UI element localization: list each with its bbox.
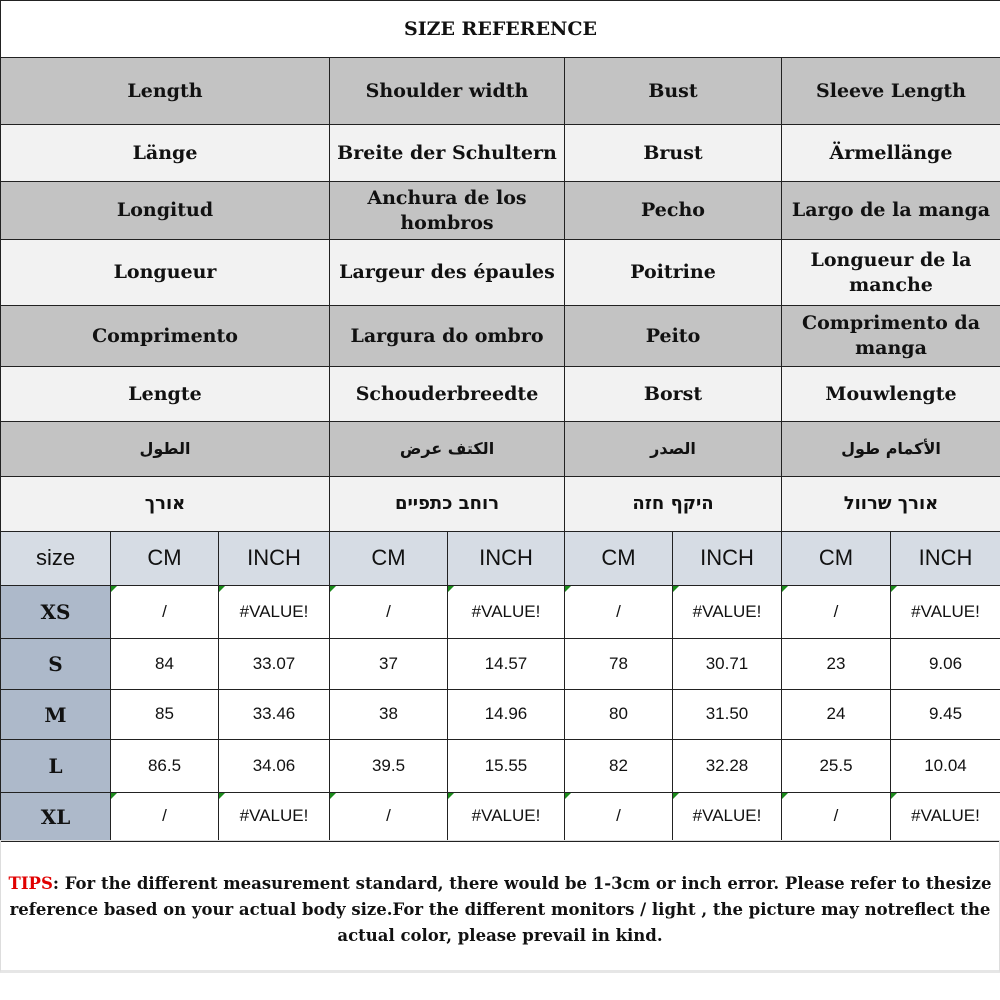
- table-cell: #VALUE!: [673, 793, 782, 841]
- table-cell: #VALUE!: [219, 586, 330, 639]
- size-label: M: [1, 690, 111, 740]
- label-shoulder-width-nl: Schouderbreedte: [330, 367, 565, 422]
- table-cell: #VALUE!: [219, 793, 330, 841]
- table-cell: /: [565, 793, 673, 841]
- size-label: XS: [1, 586, 111, 639]
- table-cell: /: [565, 586, 673, 639]
- label-bust-es: Pecho: [565, 182, 782, 240]
- table-cell: 15.55: [448, 740, 565, 793]
- label-sleeve-length-nl: Mouwlengte: [782, 367, 1000, 422]
- table-cell: /: [111, 586, 219, 639]
- table-cell: #VALUE!: [448, 586, 565, 639]
- table-cell: #VALUE!: [673, 586, 782, 639]
- table-cell: 39.5: [330, 740, 448, 793]
- header-inch: INCH: [219, 532, 330, 586]
- tips-label: TIPS: [8, 874, 53, 893]
- table-cell: 85: [111, 690, 219, 740]
- table-cell: 9.45: [891, 690, 1000, 740]
- label-bust-de: Brust: [565, 125, 782, 182]
- table-cell: 9.06: [891, 639, 1000, 690]
- header-cm: CM: [782, 532, 891, 586]
- label-length-nl: Lengte: [1, 367, 330, 422]
- table-cell: /: [782, 793, 891, 841]
- table-cell: 78: [565, 639, 673, 690]
- label-sleeve-length-en: Sleeve Length: [782, 58, 1000, 125]
- size-label: XL: [1, 793, 111, 841]
- tips-note: [0, 840, 1000, 973]
- label-bust-nl: Borst: [565, 367, 782, 422]
- table-cell: 34.06: [219, 740, 330, 793]
- table-cell: 10.04: [891, 740, 1000, 793]
- table-cell: 32.28: [673, 740, 782, 793]
- table-cell: 37: [330, 639, 448, 690]
- table-cell: 31.50: [673, 690, 782, 740]
- label-sleeve-length-ar: الأكمام طول: [782, 422, 1000, 477]
- header-inch: INCH: [673, 532, 782, 586]
- label-length-he: ךרוא: [1, 477, 330, 532]
- label-shoulder-width-de: Breite der Schultern: [330, 125, 565, 182]
- table-cell: 14.57: [448, 639, 565, 690]
- header-inch: INCH: [891, 532, 1000, 586]
- label-shoulder-width-pt: Largura do ombro: [330, 306, 565, 367]
- tips-text: : For the different measurement standard, there would be 1-3cm or inch error. Please refer to thesize reference based on your actual body size.For the different monitors / light , the picture may notreflect the actual color, please prevail in kind.: [9, 874, 992, 945]
- size-label: S: [1, 639, 111, 690]
- label-length-de: Länge: [1, 125, 330, 182]
- table-cell: 23: [782, 639, 891, 690]
- table-cell: 86.5: [111, 740, 219, 793]
- label-length-en: Length: [1, 58, 330, 125]
- header-size: size: [1, 532, 111, 586]
- table-title: SIZE REFERENCE: [1, 1, 1000, 58]
- header-cm: CM: [565, 532, 673, 586]
- table-cell: #VALUE!: [891, 793, 1000, 841]
- table-cell: /: [330, 793, 448, 841]
- label-shoulder-width-fr: Largeur des épaules: [330, 240, 565, 306]
- header-cm: CM: [111, 532, 219, 586]
- label-length-pt: Comprimento: [1, 306, 330, 367]
- table-cell: 84: [111, 639, 219, 690]
- label-bust-pt: Peito: [565, 306, 782, 367]
- table-cell: 33.07: [219, 639, 330, 690]
- table-cell: 30.71: [673, 639, 782, 690]
- table-cell: 80: [565, 690, 673, 740]
- label-bust-he: הזח ףקיה: [565, 477, 782, 532]
- label-length-es: Longitud: [1, 182, 330, 240]
- table-cell: #VALUE!: [448, 793, 565, 841]
- table-cell: #VALUE!: [891, 586, 1000, 639]
- header-cm: CM: [330, 532, 448, 586]
- label-bust-en: Bust: [565, 58, 782, 125]
- label-length-fr: Longueur: [1, 240, 330, 306]
- label-shoulder-width-he: םייפתכ בחור: [330, 477, 565, 532]
- label-bust-ar: الصدر: [565, 422, 782, 477]
- label-shoulder-width-es: Anchura de los hombros: [330, 182, 565, 240]
- label-sleeve-length-de: Ärmellänge: [782, 125, 1000, 182]
- table-cell: 82: [565, 740, 673, 793]
- label-shoulder-width-en: Shoulder width: [330, 58, 565, 125]
- table-cell: 14.96: [448, 690, 565, 740]
- table-cell: /: [782, 586, 891, 639]
- table-cell: 38: [330, 690, 448, 740]
- table-cell: 24: [782, 690, 891, 740]
- label-sleeve-length-es: Largo de la manga: [782, 182, 1000, 240]
- size-label: L: [1, 740, 111, 793]
- label-sleeve-length-fr: Longueur de la manche: [782, 240, 1000, 306]
- label-bust-fr: Poitrine: [565, 240, 782, 306]
- label-sleeve-length-he: לוורש ךרוא: [782, 477, 1000, 532]
- header-inch: INCH: [448, 532, 565, 586]
- label-sleeve-length-pt: Comprimento da manga: [782, 306, 1000, 367]
- table-cell: 25.5: [782, 740, 891, 793]
- table-cell: /: [330, 586, 448, 639]
- table-cell: 33.46: [219, 690, 330, 740]
- label-shoulder-width-ar: الكتف عرض: [330, 422, 565, 477]
- table-cell: /: [111, 793, 219, 841]
- label-length-ar: الطول: [1, 422, 330, 477]
